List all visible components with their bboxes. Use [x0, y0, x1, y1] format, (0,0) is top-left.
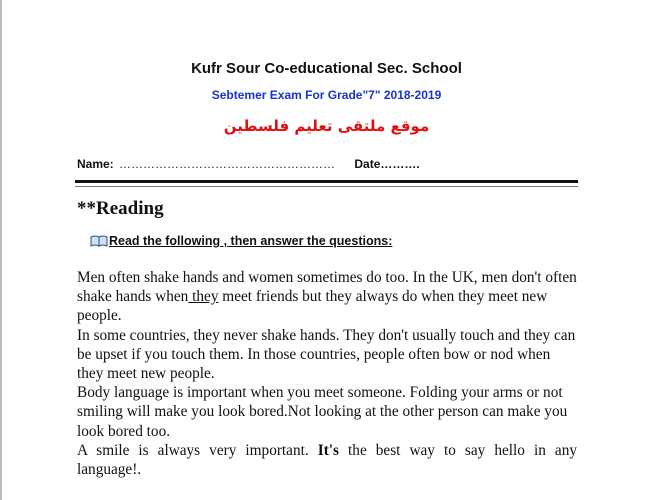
passage-paragraph-4-line-2: language!. [77, 461, 142, 479]
name-date-row [77, 157, 577, 171]
passage-paragraph-4-line-1 [77, 441, 577, 460]
passage-paragraph-2: In some countries, they never shake hands. They don't usually touch and they can be upset if you touch them. In those countries, people often bow or nod when they meet new people. [77, 326, 576, 383]
passage-p1-end: meet friends but they always do when they meet new people. [77, 288, 548, 325]
instruction-text: Read the following , then answer the questions: [109, 234, 393, 248]
book-icon [90, 235, 108, 247]
instruction-line [90, 234, 392, 248]
date-label: Date………. [354, 157, 420, 171]
passage-p1-start: Men often shake hands and women sometimes do too. In the UK, men don't often shake hands when [77, 269, 577, 306]
arabic-site-name: موقع ملتقى تعليم فلسطين [223, 117, 430, 135]
exam-title: Sebtemer Exam For Grade"7" 2018-2019 [211, 88, 442, 102]
reading-passage [77, 268, 577, 479]
passage-paragraph-3: Body language is important when you meet someone. Folding your arms or not smiling will make you look bored.Not looking at the other person can make you look bored too. [77, 384, 568, 440]
passage-bold-word: It's [317, 441, 339, 459]
passage-underlined-word: they [188, 288, 219, 306]
passage-p4-end: the best way to say hello in any [348, 441, 577, 459]
school-name: Kufr Sour Co-educational Sec. School [191, 60, 462, 77]
name-blank: ……………………………………………… [119, 157, 336, 171]
header-divider-thick [75, 180, 578, 183]
section-title: **Reading [77, 198, 164, 219]
header-divider-thin [75, 186, 578, 187]
name-label: Name: [77, 157, 114, 171]
passage-paragraph-1 [77, 268, 577, 326]
passage-p4-start: A smile is always very important. [77, 441, 309, 459]
